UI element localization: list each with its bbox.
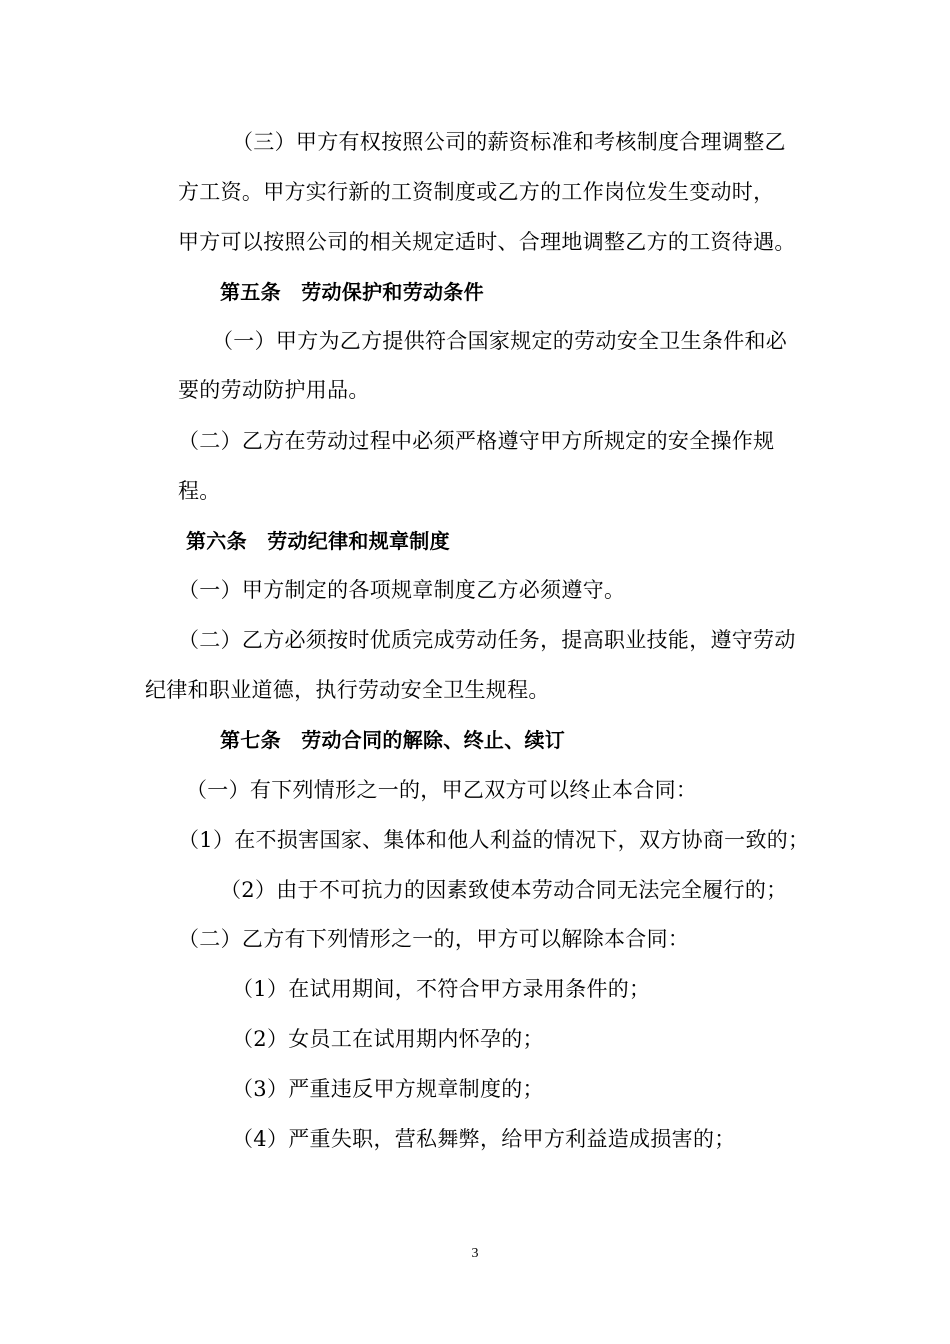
list-item: （4）严重失职，营私舞弊，给甲方利益造成损害的； bbox=[232, 1127, 736, 1151]
paragraph-line: （2）由于不可抗力的因素致使本劳动合同无法完全履行的； bbox=[220, 878, 788, 902]
paragraph-line: 纪律和职业道德，执行劳动安全卫生规程。 bbox=[145, 678, 550, 702]
paragraph-line: （三）甲方有权按照公司的薪资标准和考核制度合理调整乙 bbox=[232, 130, 786, 154]
paragraph-line: （二）乙方有下列情形之一的，甲方可以解除本合同： bbox=[178, 927, 690, 951]
paragraph-line: （一）甲方制定的各项规章制度乙方必须遵守。 bbox=[178, 578, 626, 602]
section-heading: 第七条 劳动合同的解除、终止、续订 bbox=[220, 728, 566, 752]
paragraph-line: 方工资。甲方实行新的工资制度或乙方的工作岗位发生变动时， bbox=[178, 180, 775, 204]
paragraph-line: （一）甲方为乙方提供符合国家规定的劳动安全卫生条件和必 bbox=[212, 329, 788, 353]
paragraph-line: （二）乙方必须按时优质完成劳动任务，提高职业技能，遵守劳动 bbox=[178, 628, 796, 652]
paragraph-line: 程。 bbox=[178, 479, 221, 503]
paragraph-line: 甲方可以按照公司的相关规定适时、合理地调整乙方的工资待遇。 bbox=[178, 230, 796, 254]
section-heading: 第六条 劳动纪律和规章制度 bbox=[186, 529, 450, 553]
paragraph-line: （二）乙方在劳动过程中必须严格遵守甲方所规定的安全操作规 bbox=[178, 429, 775, 453]
paragraph-line: 要的劳动防护用品。 bbox=[178, 378, 370, 402]
section-heading: 第五条 劳动保护和劳动条件 bbox=[220, 280, 484, 304]
list-item: （2）女员工在试用期内怀孕的； bbox=[232, 1027, 544, 1051]
paragraph-line: （一）有下列情形之一的，甲乙双方可以终止本合同： bbox=[186, 778, 698, 802]
list-item: （3）严重违反甲方规章制度的； bbox=[232, 1077, 544, 1101]
list-item: （1）在试用期间，不符合甲方录用条件的； bbox=[232, 977, 651, 1001]
paragraph-line: （1）在不损害国家、集体和他人利益的情况下，双方协商一致的； bbox=[178, 828, 810, 852]
page-number: 3 bbox=[471, 1246, 479, 1261]
